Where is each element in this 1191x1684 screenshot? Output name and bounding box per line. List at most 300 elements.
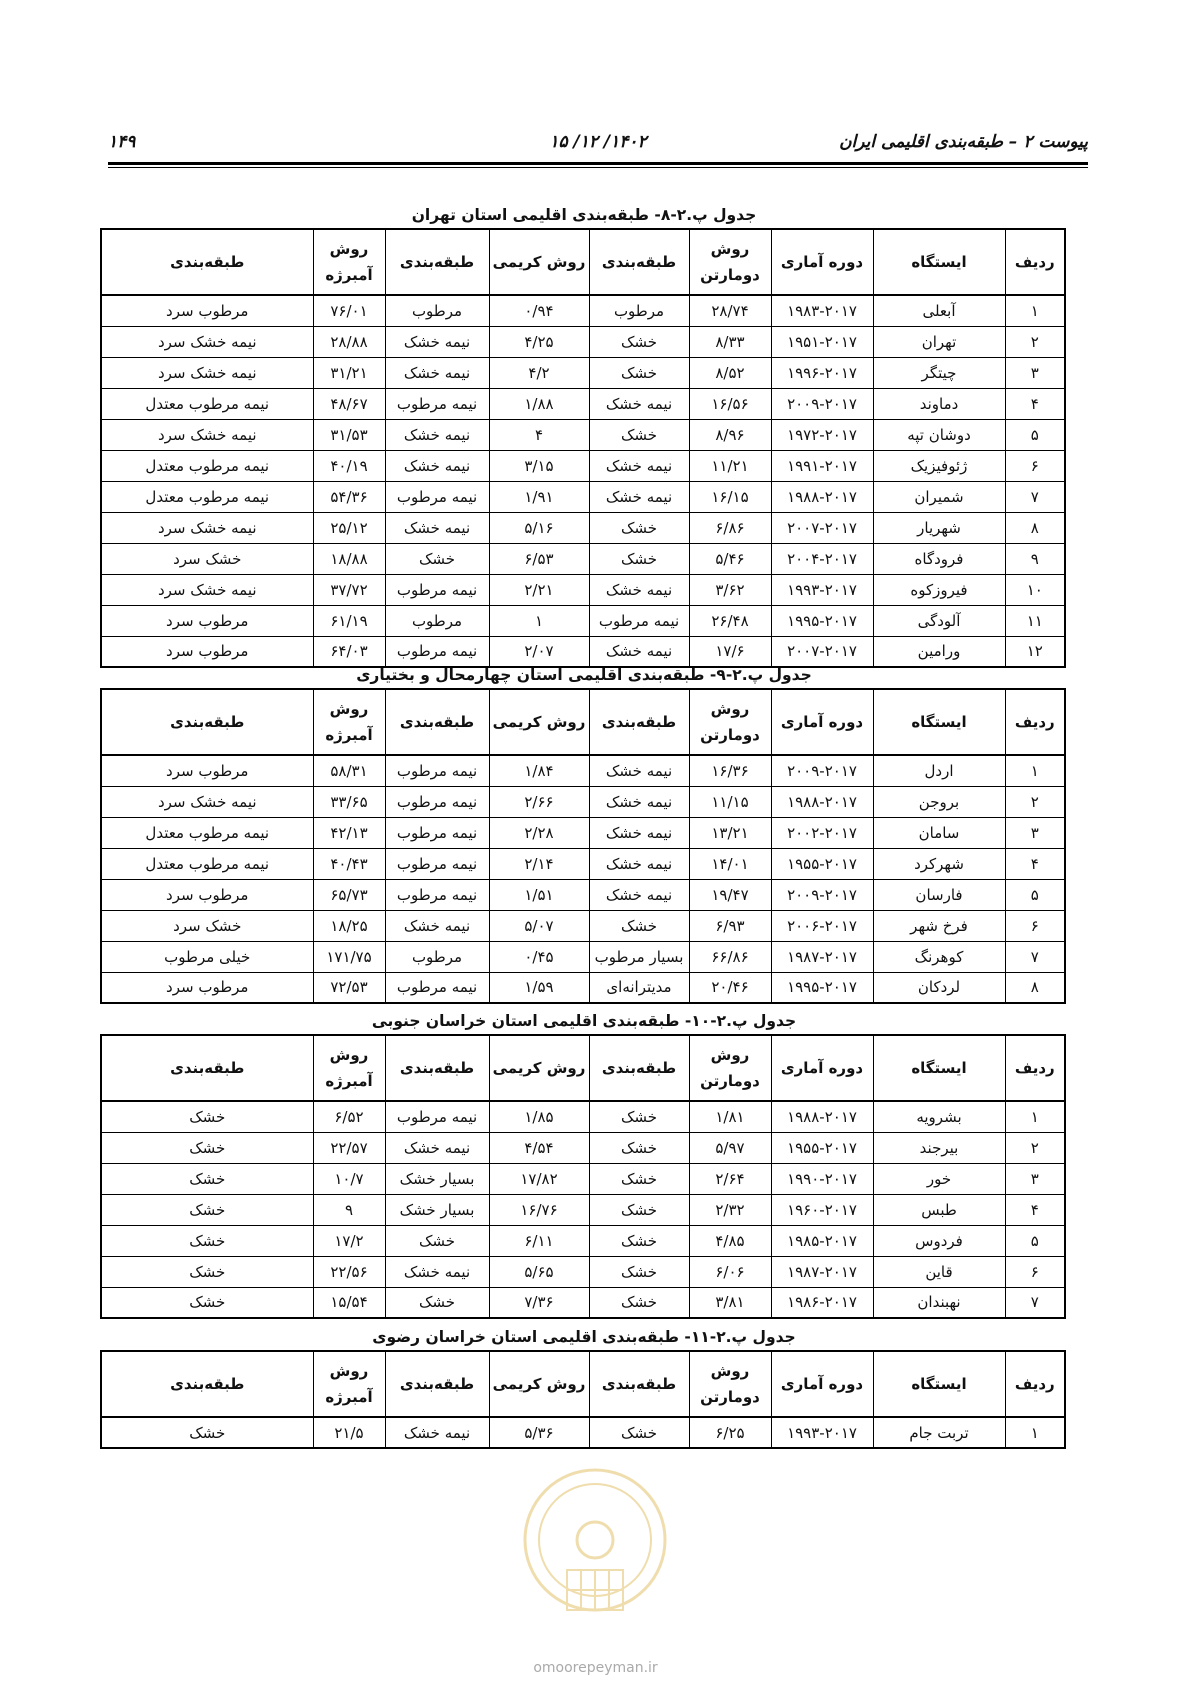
table-cell: ۸/۳۳ [689,326,771,357]
col-header-class: طبقه‌بندی [385,229,489,295]
table-cell: خور [873,1163,1005,1194]
table-cell: ۳ [1005,817,1065,848]
table-cell: ۱۱ [1005,605,1065,636]
table-cell: نیمه مرطوب [385,636,489,667]
table-cell: ۲ [1005,326,1065,357]
table-cell: مرطوب سرد [101,972,313,1003]
table-cell: ۷/۳۶ [489,1287,589,1318]
col-header-class: طبقه‌بندی [101,1035,313,1101]
table-cell: نیمه مرطوب [385,786,489,817]
table-header-row [101,1351,1065,1417]
table-row [101,1163,1065,1194]
table-cell: ۴ [1005,848,1065,879]
table-cell: ۳ [1005,1163,1065,1194]
table-cell: خشک [101,1163,313,1194]
col-header-class: طبقه‌بندی [589,1351,689,1417]
col-header-station: ایستگاه [873,1035,1005,1101]
table-cell: نیمه خشک [385,1132,489,1163]
table-cell: خشک [589,1101,689,1132]
table-cell: فرخ شهر [873,910,1005,941]
table-cell: ۱۸/۲۵ [313,910,385,941]
table-cell: نیمه خشک [385,1417,489,1448]
table-cell: ۵۸/۳۱ [313,755,385,786]
table-cell: خشک [385,1225,489,1256]
table-cell: بسیار خشک [385,1194,489,1225]
table-row [101,574,1065,605]
table-cell: ۴ [1005,388,1065,419]
table-cell: سامان [873,817,1005,848]
table-cell: ۵/۹۷ [689,1132,771,1163]
col-header-period: دوره آماری [771,229,873,295]
table-cell: فیروزکوه [873,574,1005,605]
table-cell: فردوس [873,1225,1005,1256]
table-cell: نیمه خشک سرد [101,326,313,357]
table-cell: بسیار مرطوب [589,941,689,972]
col-header-kerimi: روش کریمی [489,1035,589,1101]
col-header-station: ایستگاه [873,229,1005,295]
table-cell: مرطوب سرد [101,879,313,910]
table-cell: شهرکرد [873,848,1005,879]
table-cell: خشک [589,1256,689,1287]
table-cell: ۷۶/۰۱ [313,295,385,326]
table-cell: ۵/۱۶ [489,512,589,543]
table-body [101,1417,1065,1448]
table-cell: نیمه مرطوب معتدل [101,388,313,419]
watermark-url: omoorepeyman.ir [533,1660,658,1676]
table-cell: خشک [589,1225,689,1256]
table-cell: ۱/۸۱ [689,1101,771,1132]
table-cell: خشک [385,543,489,574]
table-row [101,972,1065,1003]
table-cell: تهران [873,326,1005,357]
table-row [101,481,1065,512]
table-cell: ۴ [489,419,589,450]
climate-table [100,228,1066,668]
table-cell: ۱/۹۱ [489,481,589,512]
col-header-station: ایستگاه [873,689,1005,755]
table-cell: خشک سرد [101,543,313,574]
col-header-class: طبقه‌بندی [385,689,489,755]
climate-table [100,1350,1066,1449]
col-header-kerimi: روش کریمی [489,229,589,295]
table-cell: ۶/۹۳ [689,910,771,941]
table-cell: ۸/۵۲ [689,357,771,388]
table-cell: ۴/۲ [489,357,589,388]
table-cell: ۱۹۹۶-۲۰۱۷ [771,357,873,388]
table-cell: ۱۲ [1005,636,1065,667]
table-cell: خشک [589,910,689,941]
col-header-period: دوره آماری [771,1035,873,1101]
table-row [101,636,1065,667]
table-block-razavi-khorasan [102,1326,1066,1449]
table-cell: نیمه مرطوب معتدل [101,450,313,481]
table-cell: ۲/۲۱ [489,574,589,605]
table-cell: ۱۹۸۷-۲۰۱۷ [771,1256,873,1287]
table-cell: ۲۰۰۹-۲۰۱۷ [771,388,873,419]
table-cell: خشک [589,1417,689,1448]
table-cell: ۲۰۰۲-۲۰۱۷ [771,817,873,848]
table-cell: ۴/۲۵ [489,326,589,357]
table-cell: ۱۹۸۸-۲۰۱۷ [771,786,873,817]
table-cell: لردکان [873,972,1005,1003]
table-cell: آبعلی [873,295,1005,326]
table-cell: ۱۵/۵۴ [313,1287,385,1318]
table-cell: مرطوب [589,295,689,326]
table-cell: نیمه مرطوب معتدل [101,817,313,848]
table-row [101,1256,1065,1287]
table-cell: ۱۹۹۰-۲۰۱۷ [771,1163,873,1194]
table-cell: ۱۹۹۳-۲۰۱۷ [771,1417,873,1448]
table-cell: ۴/۵۴ [489,1132,589,1163]
table-cell: ۶/۰۶ [689,1256,771,1287]
table-cell: بروجن [873,786,1005,817]
header-rule-thin [108,167,1088,168]
table-row [101,419,1065,450]
table-cell: نیمه خشک [589,388,689,419]
table-cell: نیمه خشک سرد [101,357,313,388]
table-cell: ۰/۴۵ [489,941,589,972]
table-cell: ۵۴/۳۶ [313,481,385,512]
table-body [101,295,1065,667]
col-header-period: دوره آماری [771,689,873,755]
table-cell: نیمه خشک سرد [101,574,313,605]
table-cell: نیمه خشک [385,450,489,481]
table-cell: ۲۵/۱۲ [313,512,385,543]
table-cell: ۱ [1005,1417,1065,1448]
table-cell: ۲۰۰۷-۲۰۱۷ [771,636,873,667]
table-cell: خشک [385,1287,489,1318]
col-header-row: ردیف [1005,1035,1065,1101]
table-cell: ۱۷/۸۲ [489,1163,589,1194]
table-cell: ۳۷/۷۲ [313,574,385,605]
col-header-class: طبقه‌بندی [385,1035,489,1101]
table-cell: ۱ [1005,295,1065,326]
table-header-row [101,1035,1065,1101]
table-cell: ۱۶/۱۵ [689,481,771,512]
table-cell: نیمه مرطوب معتدل [101,481,313,512]
col-header-emberger: روش آمبرژه [313,1351,385,1417]
table-row [101,450,1065,481]
col-header-station: ایستگاه [873,1351,1005,1417]
table-cell: ۷۲/۵۳ [313,972,385,1003]
col-header-kerimi: روش کریمی [489,689,589,755]
table-cell: نیمه مرطوب [385,574,489,605]
table-cell: ۶/۵۲ [313,1101,385,1132]
table-cell: خشک [101,1417,313,1448]
table-cell: ژئوفیزیک [873,450,1005,481]
table-caption: جدول پ.۲-۱۰- طبقه‌بندی اقلیمی استان خراسان جنوبی [371,1012,797,1030]
table-cell: نیمه خشک سرد [101,512,313,543]
table-cell: آلودگی [873,605,1005,636]
table-cell: ۲/۳۲ [689,1194,771,1225]
table-cell: ۶ [1005,910,1065,941]
table-cell: ۴ [1005,1194,1065,1225]
table-cell: ۲/۲۸ [489,817,589,848]
table-cell: نیمه مرطوب [385,755,489,786]
table-cell: تربت جام [873,1417,1005,1448]
table-cell: شمیران [873,481,1005,512]
table-cell: ۱۰/۷ [313,1163,385,1194]
table-cell: نیمه خشک [385,910,489,941]
table-header-row [101,689,1065,755]
table-cell: نیمه خشک [589,848,689,879]
table-cell: ۳۳/۶۵ [313,786,385,817]
table-block-chaharmahal [102,664,1066,1004]
table-cell: ۲۱/۵ [313,1417,385,1448]
table-cell: ۲۲/۵۶ [313,1256,385,1287]
table-cell: ۲۰۰۹-۲۰۱۷ [771,879,873,910]
table-cell: ۱/۸۸ [489,388,589,419]
table-block-south-khorasan [102,1010,1066,1319]
table-cell: ۴۰/۱۹ [313,450,385,481]
table-cell: نیمه خشک سرد [101,419,313,450]
table-cell: بسیار خشک [385,1163,489,1194]
table-cell: طبس [873,1194,1005,1225]
table-row [101,848,1065,879]
table-cell: ۲۰۰۴-۲۰۱۷ [771,543,873,574]
table-cell: خشک [589,1194,689,1225]
table-cell: ۵ [1005,879,1065,910]
table-cell: ۵ [1005,1225,1065,1256]
table-cell: ۸ [1005,972,1065,1003]
table-cell: مرطوب سرد [101,636,313,667]
table-cell: خشک [589,1287,689,1318]
table-row [101,1132,1065,1163]
table-cell: ۱۴/۰۱ [689,848,771,879]
header-date: ۱۴۰۲/ ۱۲/ ۱۵ [549,132,647,152]
table-cell: ۶۱/۱۹ [313,605,385,636]
table-cell: نیمه خشک [589,481,689,512]
table-cell: ۰/۹۴ [489,295,589,326]
col-header-class: طبقه‌بندی [101,1351,313,1417]
col-header-emberger: روش آمبرژه [313,1035,385,1101]
table-cell: ۴۰/۴۳ [313,848,385,879]
table-cell: خشک [589,357,689,388]
table-cell: ۴۸/۶۷ [313,388,385,419]
table-cell: ۱ [489,605,589,636]
table-cell: ۶/۸۶ [689,512,771,543]
watermark-seal-icon [505,1450,685,1650]
table-cell: ۲۶/۴۸ [689,605,771,636]
table-cell: خشک [101,1256,313,1287]
table-cell: شهریار [873,512,1005,543]
table-row [101,295,1065,326]
table-cell: ۵/۳۶ [489,1417,589,1448]
table-cell: ۶ [1005,450,1065,481]
table-cell: ۱۷/۶ [689,636,771,667]
table-cell: ۷ [1005,941,1065,972]
table-cell: مرطوب سرد [101,755,313,786]
table-cell: مرطوب سرد [101,605,313,636]
table-cell: ۱۹۸۵-۲۰۱۷ [771,1225,873,1256]
table-cell: ۷ [1005,1287,1065,1318]
table-cell: ۱ [1005,1101,1065,1132]
table-cell: ۸ [1005,512,1065,543]
table-row [101,1194,1065,1225]
table-cell: نهبندان [873,1287,1005,1318]
col-header-row: ردیف [1005,1351,1065,1417]
table-row [101,817,1065,848]
col-header-kerimi: روش کریمی [489,1351,589,1417]
col-header-class: طبقه‌بندی [589,689,689,755]
table-cell: نیمه خشک [589,755,689,786]
table-cell: ۹ [313,1194,385,1225]
table-cell: ۱/۵۱ [489,879,589,910]
climate-table [100,1034,1066,1319]
table-row [101,543,1065,574]
col-header-row: ردیف [1005,229,1065,295]
table-cell: نیمه مرطوب معتدل [101,848,313,879]
col-header-demartonne: روش دومارتن [689,689,771,755]
table-cell: نیمه مرطوب [385,1101,489,1132]
table-cell: نیمه خشک [385,419,489,450]
table-row [101,512,1065,543]
table-cell: مرطوب [385,605,489,636]
table-row [101,605,1065,636]
table-cell: خشک [101,1194,313,1225]
col-header-class: طبقه‌بندی [385,1351,489,1417]
table-cell: دوشان تپه [873,419,1005,450]
table-cell: خشک [101,1101,313,1132]
table-cell: ۱۹۵۱-۲۰۱۷ [771,326,873,357]
table-cell: بشرویه [873,1101,1005,1132]
table-cell: خشک سرد [101,910,313,941]
table-cell: قاین [873,1256,1005,1287]
table-cell: نیمه مرطوب [385,817,489,848]
table-cell: نیمه خشک [589,450,689,481]
table-cell: ۱۹۹۵-۲۰۱۷ [771,605,873,636]
col-header-class: طبقه‌بندی [101,689,313,755]
table-cell: مرطوب سرد [101,295,313,326]
header-rule [108,162,1088,165]
table-cell: ۱۹۹۱-۲۰۱۷ [771,450,873,481]
table-cell: نیمه خشک [589,786,689,817]
table-cell: مدیترانه‌ای [589,972,689,1003]
table-cell: ۷ [1005,481,1065,512]
table-cell: خشک [589,1163,689,1194]
table-cell: نیمه خشک [589,574,689,605]
col-header-class: طبقه‌بندی [101,229,313,295]
table-cell: ۶/۲۵ [689,1417,771,1448]
table-row [101,755,1065,786]
table-cell: ۳۱/۵۳ [313,419,385,450]
table-cell: ۲۰۰۶-۲۰۱۷ [771,910,873,941]
table-cell: ۱۳/۲۱ [689,817,771,848]
table-cell: نیمه مرطوب [385,848,489,879]
table-cell: ۱۰ [1005,574,1065,605]
table-cell: ۱۹۹۳-۲۰۱۷ [771,574,873,605]
page-number: ۱۴۹ [108,132,136,152]
table-row [101,879,1065,910]
table-cell: ۱۹۸۸-۲۰۱۷ [771,1101,873,1132]
table-cell: ۳/۸۱ [689,1287,771,1318]
table-cell: ۲۸/۷۴ [689,295,771,326]
table-cell: ۱۶/۳۶ [689,755,771,786]
table-cell: ۱۹۶۰-۲۰۱۷ [771,1194,873,1225]
table-cell: نیمه خشک [385,512,489,543]
table-cell: ۱۹۸۳-۲۰۱۷ [771,295,873,326]
table-cell: ۲/۰۷ [489,636,589,667]
table-body [101,1101,1065,1318]
table-cell: ۲۰/۴۶ [689,972,771,1003]
table-cell: ۶۵/۷۳ [313,879,385,910]
table-cell: خشک [101,1287,313,1318]
table-cell: ۲۲/۵۷ [313,1132,385,1163]
table-cell: ۱۱/۲۱ [689,450,771,481]
table-cell: فرودگاه [873,543,1005,574]
climate-table [100,688,1066,1004]
table-cell: ۱۹۸۶-۲۰۱۷ [771,1287,873,1318]
table-cell: خشک [589,512,689,543]
table-cell: ۵ [1005,419,1065,450]
table-cell: ۶/۵۳ [489,543,589,574]
table-cell: خیلی مرطوب [101,941,313,972]
table-cell: ۶۴/۰۳ [313,636,385,667]
col-header-demartonne: روش دومارتن [689,1035,771,1101]
table-cell: ۲۰۰۷-۲۰۱۷ [771,512,873,543]
table-block-tehran [102,204,1066,668]
table-cell: ورامین [873,636,1005,667]
table-cell: ۶ [1005,1256,1065,1287]
table-row [101,1287,1065,1318]
table-cell: ۱۸/۸۸ [313,543,385,574]
table-header-row [101,229,1065,295]
col-header-demartonne: روش دومارتن [689,229,771,295]
table-cell: نیمه خشک [589,636,689,667]
table-cell: نیمه مرطوب [385,481,489,512]
table-body [101,755,1065,1003]
table-cell: خشک [589,326,689,357]
table-cell: ۳/۶۲ [689,574,771,605]
table-cell: ۱۶/۷۶ [489,1194,589,1225]
col-header-class: طبقه‌بندی [589,1035,689,1101]
table-cell: ۲۰۰۹-۲۰۱۷ [771,755,873,786]
table-cell: ۱ [1005,755,1065,786]
table-cell: ۱۹۵۵-۲۰۱۷ [771,1132,873,1163]
table-cell: ۱۱/۱۵ [689,786,771,817]
table-cell: ۲/۱۴ [489,848,589,879]
table-cell: ۱۷/۲ [313,1225,385,1256]
table-cell: اردل [873,755,1005,786]
col-header-emberger: روش آمبرژه [313,689,385,755]
table-cell: چیتگر [873,357,1005,388]
table-cell: ۲۸/۸۸ [313,326,385,357]
table-cell: ۵/۶۵ [489,1256,589,1287]
table-row [101,786,1065,817]
table-cell: ۱/۵۹ [489,972,589,1003]
table-cell: نیمه خشک [385,326,489,357]
table-cell: ۱/۸۴ [489,755,589,786]
table-cell: ۳۱/۲۱ [313,357,385,388]
table-row [101,357,1065,388]
table-cell: نیمه خشک [589,879,689,910]
table-caption: جدول پ.۲-۸- طبقه‌بندی اقلیمی استان تهران [411,206,757,224]
table-cell: ۲/۶۴ [689,1163,771,1194]
table-cell: ۱۶/۵۶ [689,388,771,419]
table-cell: ۱۹۸۷-۲۰۱۷ [771,941,873,972]
table-cell: ۱۷۱/۷۵ [313,941,385,972]
table-row [101,1225,1065,1256]
table-cell: ۴/۸۵ [689,1225,771,1256]
table-cell: نیمه خشک [385,1256,489,1287]
table-cell: ۶/۱۱ [489,1225,589,1256]
table-cell: خشک [101,1225,313,1256]
table-cell: نیمه مرطوب [385,972,489,1003]
table-cell: ۹ [1005,543,1065,574]
table-cell: ۵/۴۶ [689,543,771,574]
table-caption: جدول پ.۲-۹- طبقه‌بندی اقلیمی استان چهارمحال و بختیاری [356,666,812,684]
table-cell: ۳/۱۵ [489,450,589,481]
